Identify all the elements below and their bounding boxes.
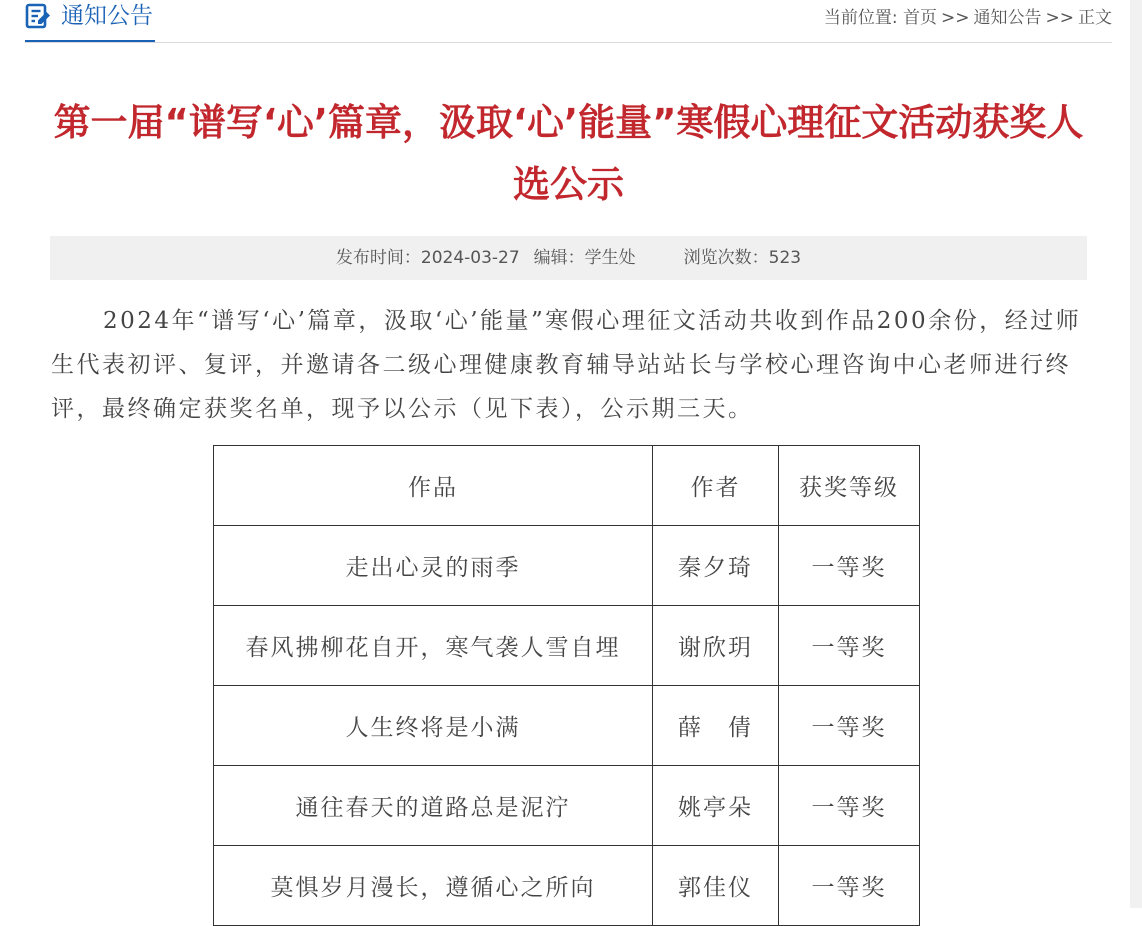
breadcrumb-separator: >> (1045, 8, 1074, 28)
views-count: 523 (768, 248, 802, 268)
level-cell: 一等奖 (779, 526, 920, 606)
work-cell: 通往春天的道路总是泥泞 (214, 766, 653, 846)
level-cell: 一等奖 (779, 686, 920, 766)
table-row (214, 846, 920, 926)
table-row (214, 606, 920, 686)
author-cell: 姚亭朵 (653, 766, 779, 846)
author-cell: 秦夕琦 (653, 526, 779, 606)
level-cell: 一等奖 (779, 606, 920, 686)
editor-name: 学生处 (584, 248, 636, 268)
level-cell: 一等奖 (779, 766, 920, 846)
publish-label: 发布时间： (335, 248, 421, 268)
breadcrumb-prefix: 当前位置: (823, 8, 898, 28)
section-heading (25, 0, 155, 42)
page-scrollbar[interactable] (1130, 0, 1142, 908)
header-level: 获奖等级 (779, 446, 920, 526)
breadcrumb (824, 3, 1112, 28)
work-cell: 人生终将是小满 (214, 686, 653, 766)
table-row (214, 686, 920, 766)
work-cell: 莫惧岁月漫长，遵循心之所向 (214, 846, 653, 926)
author-cell: 薛 倩 (653, 686, 779, 766)
views-label: 浏览次数： (683, 248, 769, 268)
header-author: 作者 (653, 446, 779, 526)
article-meta (50, 236, 1087, 280)
article-title: 第一届“谱写‘心’篇章，汲取‘心’能量”寒假心理征文活动获奖人选公示 (53, 101, 1084, 206)
table-header-row (214, 446, 920, 526)
author-cell: 谢欣玥 (653, 606, 779, 686)
work-cell: 春风拂柳花自开，寒气袭人雪自埋 (214, 606, 653, 686)
award-table (213, 445, 920, 926)
page-header (25, 0, 1112, 43)
header-work: 作品 (214, 446, 653, 526)
author-cell: 郭佳仪 (653, 846, 779, 926)
article-intro: 2024年“谱写‘心’篇章，汲取‘心’能量”寒假心理征文活动共收到作品200余份，经过师生代表初评、复评，并邀请各二级心理健康教育辅导站站长与学校心理咨询中心老师进行终评，最终确定获奖名单，现予以公示（见下表），公示期三天。 (51, 308, 1082, 422)
breadcrumb-separator: >> (941, 8, 970, 28)
breadcrumb-home-link[interactable]: 首页 (903, 8, 937, 28)
table-row (214, 526, 920, 606)
breadcrumb-current: 正文 (1078, 8, 1112, 28)
level-cell: 一等奖 (779, 846, 920, 926)
publish-date: 2024-03-27 (420, 248, 520, 268)
notice-document-icon (25, 3, 51, 29)
work-cell: 走出心灵的雨季 (214, 526, 653, 606)
table-row (214, 766, 920, 846)
breadcrumb-notices-link[interactable]: 通知公告 (973, 8, 1042, 28)
editor-label: 编辑： (533, 248, 585, 268)
section-title: 通知公告 (61, 3, 153, 29)
